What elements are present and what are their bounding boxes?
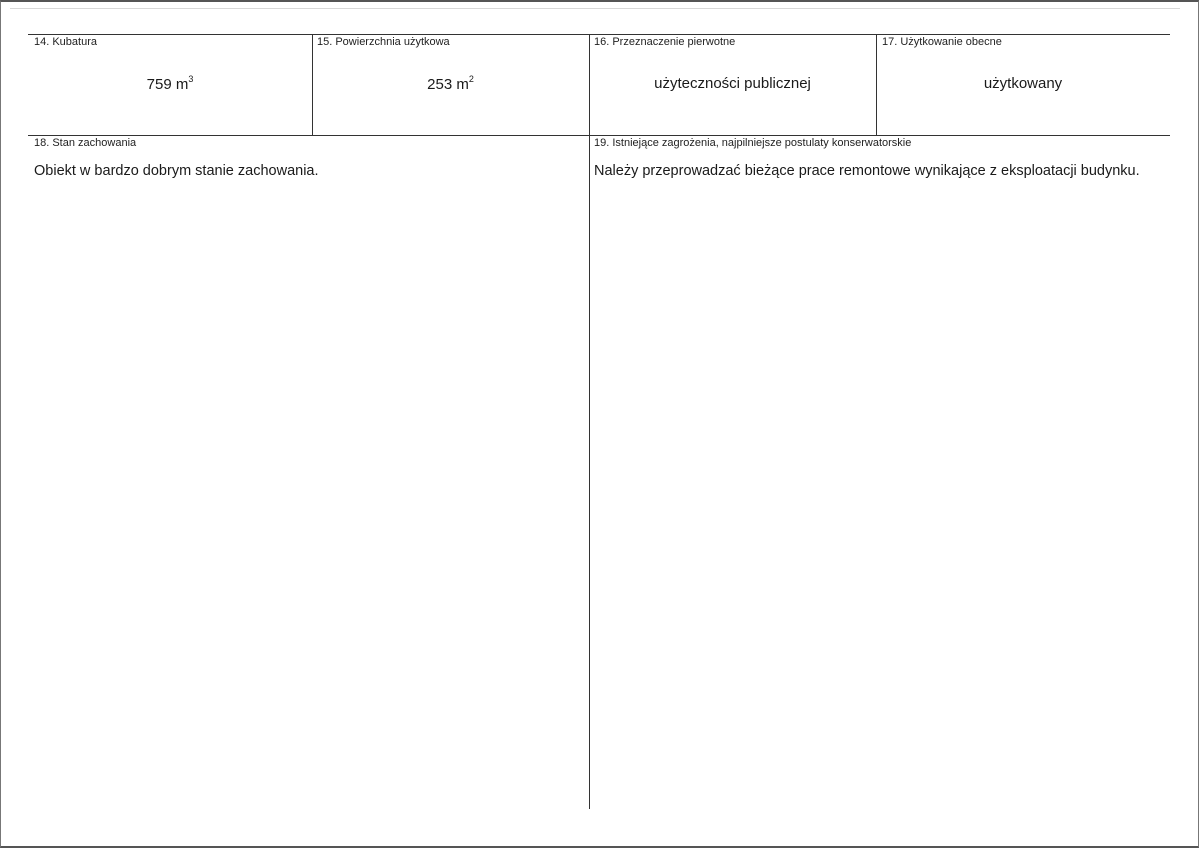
kubatura-exponent: 3 <box>188 74 194 84</box>
kubatura-number: 759 m <box>146 76 189 93</box>
form-top-border <box>28 34 1170 35</box>
scan-top-line <box>10 8 1180 9</box>
powierzchnia-number: 253 m <box>427 76 469 93</box>
zagrozenia-text: Należy przeprowadzać bieżące prace remontowe wynikające z eksploatacji budynku. <box>594 163 1140 179</box>
stan-zachowania-text: Obiekt w bardzo dobrym stanie zachowania. <box>34 163 319 179</box>
uzytkowanie-value: użytkowany <box>983 75 1063 92</box>
cell-divider-2 <box>589 34 590 809</box>
powierzchnia-label: 15. Powierzchnia użytkowa <box>317 36 450 48</box>
kubatura-value <box>28 75 312 93</box>
stan-zachowania-label: 18. Stan zachowania <box>34 137 137 149</box>
powierzchnia-exponent: 2 <box>468 74 474 84</box>
zagrozenia-label: 19. Istniejące zagrożenia, najpilniejsze postulaty konserwatorskie <box>594 137 912 149</box>
uzytkowanie-label: 17. Użytkowanie obecne <box>882 36 1002 48</box>
kubatura-label: 14. Kubatura <box>34 36 97 48</box>
przeznaczenie-value: użyteczności publicznej <box>654 75 811 92</box>
powierzchnia-value <box>312 75 589 93</box>
przeznaczenie-label: 16. Przeznaczenie pierwotne <box>594 36 736 48</box>
row-divider <box>28 135 1170 136</box>
